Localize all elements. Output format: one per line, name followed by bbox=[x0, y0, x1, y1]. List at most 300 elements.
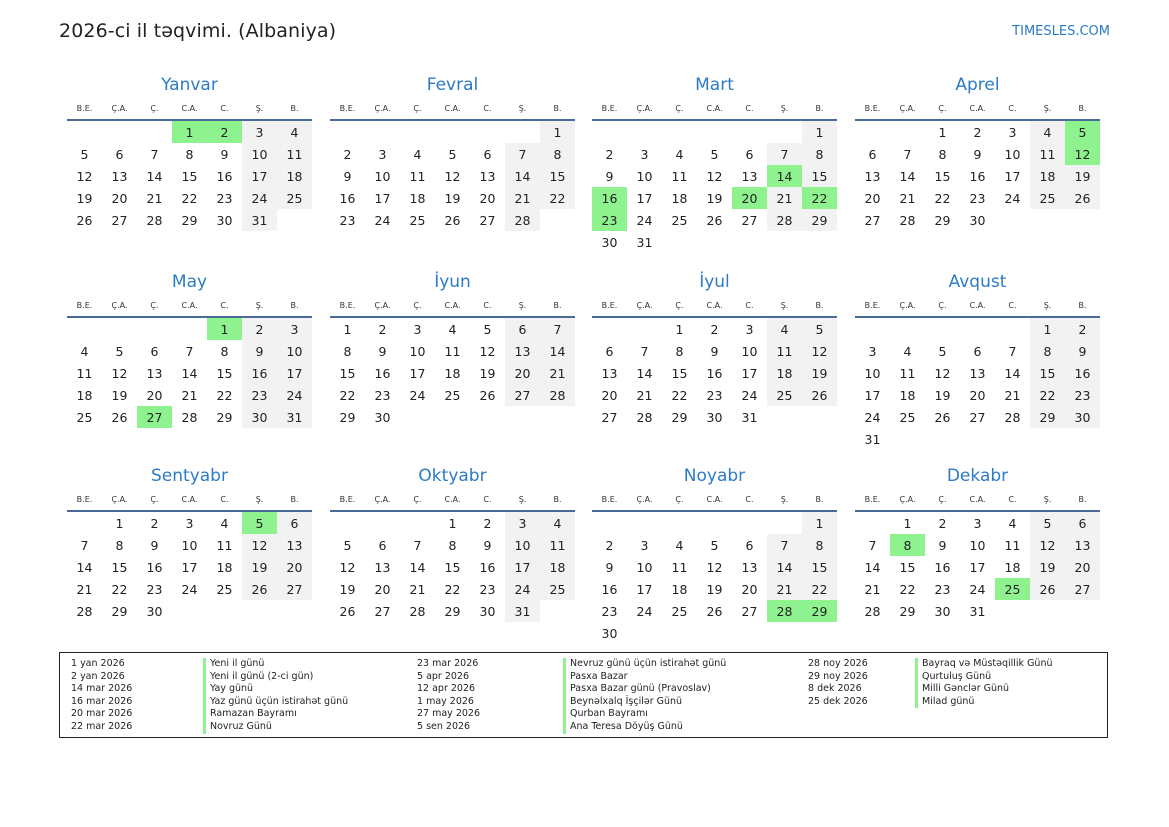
day-cell: 2 bbox=[343, 146, 352, 162]
day-cell: 4 bbox=[80, 343, 89, 359]
day-cell: 31 bbox=[277, 406, 312, 428]
day-cell: 17 bbox=[505, 556, 540, 578]
day-cell: 8 bbox=[938, 146, 947, 162]
weekday-header bbox=[855, 97, 1100, 121]
legend-holiday-name: Pasxa Bazar günü (Pravoslav) bbox=[563, 683, 726, 696]
day-cell: 16 bbox=[706, 365, 723, 381]
empty-day-cell bbox=[662, 512, 697, 534]
empty-day-cell bbox=[732, 121, 767, 143]
weekday-label: Ş. bbox=[255, 300, 264, 310]
day-cell: 7 bbox=[767, 534, 802, 556]
day-cell: 11 bbox=[1030, 143, 1065, 165]
day-cell: 4 bbox=[1008, 515, 1017, 531]
weekday-label: Ş. bbox=[780, 103, 789, 113]
legend-name-column bbox=[563, 658, 726, 734]
empty-day-cell bbox=[592, 121, 627, 143]
day-cell: 19 bbox=[1065, 165, 1100, 187]
day-cell: 14 bbox=[767, 556, 802, 578]
day-cell: 21 bbox=[767, 187, 802, 209]
holiday-day-cell: 27 bbox=[137, 406, 172, 428]
day-cell: 15 bbox=[339, 365, 356, 381]
day-cell: 10 bbox=[969, 537, 986, 553]
day-cell: 31 bbox=[242, 209, 277, 231]
month-dekabr bbox=[855, 464, 1100, 622]
day-cell: 30 bbox=[601, 625, 618, 641]
month-oktyabr bbox=[330, 464, 575, 622]
day-cell: 22 bbox=[111, 581, 128, 597]
day-cell: 29 bbox=[444, 603, 461, 619]
days-grid bbox=[855, 318, 1100, 450]
day-cell: 20 bbox=[479, 190, 496, 206]
day-cell: 13 bbox=[601, 365, 618, 381]
day-cell: 17 bbox=[741, 365, 758, 381]
day-cell: 12 bbox=[934, 365, 951, 381]
day-cell: 8 bbox=[115, 537, 124, 553]
day-cell: 12 bbox=[339, 559, 356, 575]
day-cell: 17 bbox=[1004, 168, 1021, 184]
legend-date: 23 mar 2026 bbox=[417, 658, 479, 669]
day-cell: 11 bbox=[1004, 537, 1021, 553]
weekday-label: Ç. bbox=[413, 300, 422, 310]
day-cell: 14 bbox=[505, 165, 540, 187]
day-cell: 6 bbox=[1065, 512, 1100, 534]
day-cell: 17 bbox=[242, 165, 277, 187]
weekday-label: C. bbox=[220, 103, 229, 113]
month-mart bbox=[592, 73, 837, 253]
day-cell: 22 bbox=[444, 581, 461, 597]
day-cell: 26 bbox=[242, 578, 277, 600]
weekday-label: Ç.A. bbox=[899, 103, 916, 113]
day-cell: 6 bbox=[115, 146, 124, 162]
day-cell: 3 bbox=[745, 321, 754, 337]
day-cell: 9 bbox=[605, 168, 614, 184]
day-cell: 13 bbox=[111, 168, 128, 184]
day-cell: 28 bbox=[76, 603, 93, 619]
weekday-label: C. bbox=[1008, 103, 1017, 113]
month-name: Aprel bbox=[955, 75, 1000, 95]
day-cell: 30 bbox=[601, 234, 618, 250]
day-cell: 6 bbox=[277, 512, 312, 534]
weekday-label: B. bbox=[290, 103, 299, 113]
day-cell: 5 bbox=[938, 343, 947, 359]
day-cell: 14 bbox=[864, 559, 881, 575]
day-cell: 8 bbox=[675, 343, 684, 359]
empty-day-cell bbox=[662, 121, 697, 143]
legend-date: 1 may 2026 bbox=[417, 695, 474, 707]
weekday-label: Ş. bbox=[1043, 103, 1052, 113]
weekday-label: B.E. bbox=[864, 494, 881, 504]
day-cell: 25 bbox=[277, 187, 312, 209]
weekday-label: C. bbox=[220, 300, 229, 310]
day-cell: 14 bbox=[1004, 365, 1021, 381]
day-cell: 15 bbox=[1030, 362, 1065, 384]
weekday-label: B. bbox=[553, 103, 562, 113]
day-cell: 12 bbox=[111, 365, 128, 381]
day-cell: 2 bbox=[483, 515, 492, 531]
day-cell: 14 bbox=[899, 168, 916, 184]
day-cell: 7 bbox=[640, 343, 649, 359]
empty-day-cell bbox=[592, 512, 627, 534]
legend-holiday-name: Ramazan Bayramı bbox=[203, 708, 348, 721]
day-cell: 1 bbox=[448, 515, 457, 531]
day-cell: 5 bbox=[802, 318, 837, 340]
day-cell: 22 bbox=[339, 387, 356, 403]
day-cell: 13 bbox=[741, 559, 758, 575]
empty-day-cell bbox=[627, 318, 662, 340]
weekday-label: Ç. bbox=[413, 103, 422, 113]
day-cell: 25 bbox=[76, 409, 93, 425]
day-cell: 3 bbox=[1008, 124, 1017, 140]
weekday-label: B.E. bbox=[339, 103, 356, 113]
legend-date: 5 sen 2026 bbox=[417, 720, 471, 732]
day-cell: 3 bbox=[185, 515, 194, 531]
day-cell: 27 bbox=[111, 212, 128, 228]
day-cell: 6 bbox=[973, 343, 982, 359]
day-cell: 13 bbox=[146, 365, 163, 381]
empty-day-cell bbox=[960, 318, 995, 340]
legend-holiday-name: Novruz Günü bbox=[203, 721, 348, 734]
month-name: Fevral bbox=[426, 75, 479, 95]
empty-day-cell bbox=[435, 121, 470, 143]
weekday-label: Ç. bbox=[675, 103, 684, 113]
day-cell: 3 bbox=[640, 146, 649, 162]
day-cell: 7 bbox=[767, 143, 802, 165]
day-cell: 30 bbox=[706, 409, 723, 425]
weekday-label: C. bbox=[745, 494, 754, 504]
day-cell: 1 bbox=[938, 124, 947, 140]
weekday-label: B.E. bbox=[76, 494, 93, 504]
weekday-label: Ş. bbox=[1043, 494, 1052, 504]
month-aprel bbox=[855, 73, 1100, 231]
legend-date: 16 mar 2026 bbox=[71, 695, 133, 707]
day-cell: 28 bbox=[899, 212, 916, 228]
holiday-day-cell: 25 bbox=[995, 578, 1030, 600]
day-cell: 27 bbox=[741, 212, 758, 228]
day-cell: 11 bbox=[76, 365, 93, 381]
day-cell: 26 bbox=[76, 212, 93, 228]
legend-date: 28 noy 2026 bbox=[808, 658, 868, 669]
day-cell: 26 bbox=[802, 384, 837, 406]
day-cell: 26 bbox=[1065, 187, 1100, 209]
day-cell: 7 bbox=[1008, 343, 1017, 359]
day-cell: 5 bbox=[483, 321, 492, 337]
day-cell: 16 bbox=[601, 581, 618, 597]
holiday-day-cell: 2 bbox=[207, 121, 242, 143]
holiday-day-cell: 5 bbox=[242, 512, 277, 534]
day-cell: 6 bbox=[150, 343, 159, 359]
day-cell: 15 bbox=[216, 365, 233, 381]
day-cell: 21 bbox=[181, 387, 198, 403]
weekday-label: C.A. bbox=[706, 494, 723, 504]
legend-date-column bbox=[808, 658, 868, 708]
days-grid bbox=[592, 121, 837, 253]
day-cell: 14 bbox=[540, 340, 575, 362]
day-cell: 14 bbox=[636, 365, 653, 381]
day-cell: 9 bbox=[1065, 340, 1100, 362]
weekday-label: B. bbox=[1078, 494, 1087, 504]
day-cell: 31 bbox=[864, 431, 881, 447]
day-cell: 4 bbox=[675, 146, 684, 162]
day-cell: 16 bbox=[216, 168, 233, 184]
empty-day-cell bbox=[102, 318, 137, 340]
day-cell: 13 bbox=[1065, 534, 1100, 556]
day-cell: 17 bbox=[409, 365, 426, 381]
day-cell: 7 bbox=[413, 537, 422, 553]
day-cell: 16 bbox=[1065, 362, 1100, 384]
day-cell: 9 bbox=[483, 537, 492, 553]
day-cell: 27 bbox=[277, 578, 312, 600]
legend-name-column bbox=[203, 658, 348, 734]
day-cell: 2 bbox=[605, 146, 614, 162]
day-cell: 13 bbox=[969, 365, 986, 381]
day-cell: 19 bbox=[802, 362, 837, 384]
day-cell: 4 bbox=[277, 121, 312, 143]
days-grid bbox=[855, 512, 1100, 622]
month-name: Oktyabr bbox=[418, 466, 487, 486]
day-cell: 20 bbox=[601, 387, 618, 403]
day-cell: 23 bbox=[1065, 384, 1100, 406]
empty-day-cell bbox=[400, 121, 435, 143]
day-cell: 15 bbox=[802, 556, 837, 578]
legend-date: 25 dek 2026 bbox=[808, 695, 868, 707]
month-fevral bbox=[330, 73, 575, 231]
legend-holiday-name: Yay günü bbox=[203, 683, 348, 696]
empty-day-cell bbox=[330, 512, 365, 534]
day-cell: 18 bbox=[1004, 559, 1021, 575]
weekday-label: C. bbox=[1008, 300, 1017, 310]
weekday-label: Ç.A. bbox=[374, 300, 391, 310]
weekday-label: Ç. bbox=[150, 494, 159, 504]
weekday-label: C.A. bbox=[969, 300, 986, 310]
weekday-header bbox=[67, 97, 312, 121]
day-cell: 28 bbox=[1004, 409, 1021, 425]
day-cell: 12 bbox=[706, 168, 723, 184]
day-cell: 18 bbox=[671, 190, 688, 206]
day-cell: 14 bbox=[409, 559, 426, 575]
weekday-label: C.A. bbox=[181, 494, 198, 504]
day-cell: 15 bbox=[899, 559, 916, 575]
month-may bbox=[67, 270, 312, 428]
day-cell: 11 bbox=[409, 168, 426, 184]
day-cell: 9 bbox=[710, 343, 719, 359]
days-grid bbox=[67, 512, 312, 622]
day-cell: 14 bbox=[181, 365, 198, 381]
days-grid bbox=[67, 121, 312, 231]
day-cell: 23 bbox=[216, 190, 233, 206]
day-cell: 11 bbox=[216, 537, 233, 553]
weekday-label: B. bbox=[290, 300, 299, 310]
empty-day-cell bbox=[855, 512, 890, 534]
day-cell: 17 bbox=[181, 559, 198, 575]
weekday-label: B. bbox=[815, 103, 824, 113]
day-cell: 27 bbox=[479, 212, 496, 228]
day-cell: 11 bbox=[277, 143, 312, 165]
days-grid bbox=[592, 318, 837, 428]
holiday-day-cell: 8 bbox=[890, 534, 925, 556]
holiday-legend bbox=[59, 652, 1108, 738]
day-cell: 25 bbox=[444, 387, 461, 403]
day-cell: 24 bbox=[969, 581, 986, 597]
day-cell: 22 bbox=[934, 190, 951, 206]
day-cell: 16 bbox=[374, 365, 391, 381]
day-cell: 24 bbox=[409, 387, 426, 403]
empty-day-cell bbox=[767, 121, 802, 143]
weekday-label: Ç.A. bbox=[111, 494, 128, 504]
day-cell: 28 bbox=[864, 603, 881, 619]
weekday-label: B.E. bbox=[601, 494, 618, 504]
day-cell: 24 bbox=[741, 387, 758, 403]
day-cell: 29 bbox=[899, 603, 916, 619]
weekday-label: Ç.A. bbox=[899, 494, 916, 504]
day-cell: 14 bbox=[76, 559, 93, 575]
day-cell: 2 bbox=[378, 321, 387, 337]
day-cell: 13 bbox=[741, 168, 758, 184]
empty-day-cell bbox=[697, 512, 732, 534]
day-cell: 24 bbox=[636, 603, 653, 619]
day-cell: 29 bbox=[1030, 406, 1065, 428]
legend-date: 29 noy 2026 bbox=[808, 670, 868, 682]
day-cell: 27 bbox=[741, 603, 758, 619]
empty-day-cell bbox=[592, 318, 627, 340]
month-i̇yun bbox=[330, 270, 575, 428]
weekday-label: Ç.A. bbox=[374, 494, 391, 504]
holiday-day-cell: 20 bbox=[732, 187, 767, 209]
day-cell: 5 bbox=[1030, 512, 1065, 534]
days-grid bbox=[330, 121, 575, 231]
day-cell: 18 bbox=[767, 362, 802, 384]
day-cell: 3 bbox=[973, 515, 982, 531]
day-cell: 16 bbox=[242, 362, 277, 384]
empty-day-cell bbox=[925, 318, 960, 340]
weekday-label: B. bbox=[553, 494, 562, 504]
day-cell: 7 bbox=[505, 143, 540, 165]
weekday-label: C.A. bbox=[706, 300, 723, 310]
day-cell: 21 bbox=[76, 581, 93, 597]
day-cell: 4 bbox=[767, 318, 802, 340]
day-cell: 29 bbox=[934, 212, 951, 228]
month-name: Yanvar bbox=[161, 75, 218, 95]
month-name: Mart bbox=[695, 75, 734, 95]
day-cell: 3 bbox=[277, 318, 312, 340]
day-cell: 12 bbox=[1030, 534, 1065, 556]
day-cell: 12 bbox=[444, 168, 461, 184]
day-cell: 20 bbox=[146, 387, 163, 403]
weekday-label: C. bbox=[483, 103, 492, 113]
day-cell: 3 bbox=[640, 537, 649, 553]
day-cell: 13 bbox=[864, 168, 881, 184]
holiday-day-cell: 14 bbox=[767, 165, 802, 187]
day-cell: 21 bbox=[1004, 387, 1021, 403]
day-cell: 23 bbox=[601, 603, 618, 619]
day-cell: 9 bbox=[220, 146, 229, 162]
holiday-day-cell: 23 bbox=[592, 209, 627, 231]
legend-holiday-name: Milad günü bbox=[915, 696, 1053, 709]
weekday-header bbox=[330, 97, 575, 121]
day-cell: 6 bbox=[483, 146, 492, 162]
day-cell: 11 bbox=[540, 534, 575, 556]
day-cell: 5 bbox=[448, 146, 457, 162]
day-cell: 31 bbox=[741, 409, 758, 425]
day-cell: 19 bbox=[76, 190, 93, 206]
day-cell: 8 bbox=[448, 537, 457, 553]
day-cell: 4 bbox=[675, 537, 684, 553]
legend-date-column bbox=[71, 658, 132, 734]
day-cell: 26 bbox=[1030, 578, 1065, 600]
day-cell: 5 bbox=[115, 343, 124, 359]
day-cell: 21 bbox=[636, 387, 653, 403]
legend-date: 8 dek 2026 bbox=[808, 683, 862, 695]
day-cell: 24 bbox=[277, 384, 312, 406]
holiday-day-cell: 16 bbox=[592, 187, 627, 209]
day-cell: 26 bbox=[339, 603, 356, 619]
day-cell: 10 bbox=[181, 537, 198, 553]
day-cell: 12 bbox=[802, 340, 837, 362]
day-cell: 18 bbox=[216, 559, 233, 575]
day-cell: 29 bbox=[339, 409, 356, 425]
day-cell: 23 bbox=[706, 387, 723, 403]
day-cell: 1 bbox=[343, 321, 352, 337]
weekday-label: C. bbox=[220, 494, 229, 504]
legend-date-column bbox=[417, 658, 480, 734]
weekday-label: Ş. bbox=[518, 103, 527, 113]
day-cell: 24 bbox=[1004, 190, 1021, 206]
days-grid bbox=[855, 121, 1100, 231]
day-cell: 10 bbox=[242, 143, 277, 165]
weekday-label: Ç.A. bbox=[899, 300, 916, 310]
day-cell: 17 bbox=[374, 190, 391, 206]
day-cell: 27 bbox=[601, 409, 618, 425]
day-cell: 26 bbox=[706, 603, 723, 619]
site-link[interactable]: TIMESLES.COM bbox=[1012, 24, 1110, 39]
weekday-label: C.A. bbox=[969, 103, 986, 113]
legend-holiday-name: Bayraq və Müstəqillik Günü bbox=[915, 658, 1053, 671]
day-cell: 9 bbox=[973, 146, 982, 162]
day-cell: 15 bbox=[540, 165, 575, 187]
legend-holiday-name: Yeni il günü bbox=[203, 658, 348, 671]
day-cell: 4 bbox=[413, 146, 422, 162]
legend-date: 22 mar 2026 bbox=[71, 720, 133, 732]
day-cell: 22 bbox=[899, 581, 916, 597]
month-sentyabr bbox=[67, 464, 312, 622]
weekday-header bbox=[592, 294, 837, 318]
month-noyabr bbox=[592, 464, 837, 644]
day-cell: 20 bbox=[1065, 556, 1100, 578]
weekday-label: B. bbox=[815, 300, 824, 310]
day-cell: 6 bbox=[505, 318, 540, 340]
month-avqust bbox=[855, 270, 1100, 450]
day-cell: 2 bbox=[605, 537, 614, 553]
day-cell: 21 bbox=[409, 581, 426, 597]
day-cell: 30 bbox=[1065, 406, 1100, 428]
day-cell: 13 bbox=[505, 340, 540, 362]
day-cell: 1 bbox=[802, 512, 837, 534]
empty-day-cell bbox=[855, 121, 890, 143]
weekday-label: Ç.A. bbox=[374, 103, 391, 113]
day-cell: 30 bbox=[374, 409, 391, 425]
empty-day-cell bbox=[995, 318, 1030, 340]
day-cell: 18 bbox=[444, 365, 461, 381]
day-cell: 7 bbox=[868, 537, 877, 553]
day-cell: 19 bbox=[111, 387, 128, 403]
day-cell: 13 bbox=[277, 534, 312, 556]
day-cell: 19 bbox=[339, 581, 356, 597]
day-cell: 4 bbox=[540, 512, 575, 534]
day-cell: 18 bbox=[899, 387, 916, 403]
holiday-day-cell: 1 bbox=[172, 121, 207, 143]
day-cell: 8 bbox=[185, 146, 194, 162]
day-cell: 24 bbox=[636, 212, 653, 228]
weekday-label: Ş. bbox=[1043, 300, 1052, 310]
